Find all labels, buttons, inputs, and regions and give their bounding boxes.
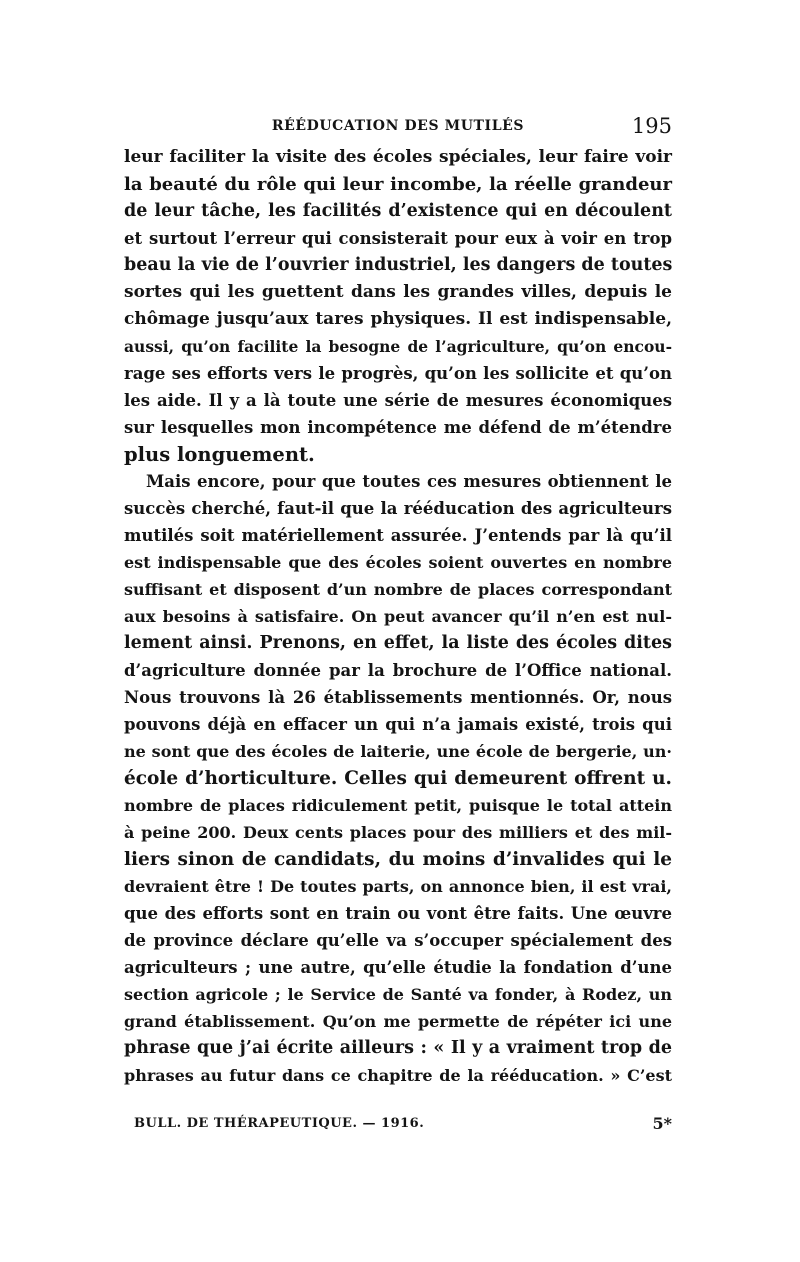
text-line: et surtout l’erreur qui consisterait pour eux à voir en trop [124, 229, 672, 248]
text-line: les aide. Il y a là toute une série de mesures économiques [124, 391, 672, 410]
text-line: devraient être ! De toutes parts, on annonce bien, il est vrai, [124, 877, 672, 896]
page-footer [134, 1114, 672, 1138]
text-line: aussi, qu’on facilite la besogne de l’agriculture, qu’on encou- [124, 337, 672, 356]
text-line: leur faciliter la visite des écoles spéciales, leur faire voir [124, 147, 672, 167]
running-title: RÉÉDUCATION DES MUTILÉS [271, 118, 525, 134]
text-line: pouvons déjà en effacer un qui n’a jamais existé, trois qui [124, 715, 672, 734]
text-line: succès cherché, faut-il que la rééducation des agriculteurs [124, 499, 672, 518]
body-text [124, 144, 672, 1089]
text-line: est indispensable que des écoles soient ouvertes en nombre [124, 553, 672, 572]
text-line: rage ses efforts vers le progrès, qu’on les sollicite et qu’on [124, 364, 672, 383]
text-line: lement ainsi. Prenons, en effet, la liste des écoles dites [124, 633, 672, 653]
text-line: agriculteurs ; une autre, qu’elle étudie la fondation d’une [124, 958, 672, 977]
text-line: mutilés soit matériellement assurée. J’entends par là qu’il [124, 526, 672, 545]
text-line: ne sont que des écoles de laiterie, une école de bergerie, un· [124, 742, 672, 761]
text-line: suffisant et disposent d’un nombre de places correspondant [124, 580, 672, 599]
text-line: phrase que j’ai écrite ailleurs : « Il y a vraiment trop de [124, 1038, 672, 1058]
gathering-mark: 5* [652, 1114, 672, 1133]
text-line: de leur tâche, les facilités d’existence qui en découlent [124, 201, 672, 221]
text-line: école d’horticulture. Celles qui demeurent offrent u. [124, 768, 672, 789]
text-line: aux besoins à satisfaire. On peut avancer qu’il n’en est nul- [124, 607, 672, 626]
text-line: sur lesquelles mon incompétence me défend de m’étendre [124, 418, 672, 437]
text-line: beau la vie de l’ouvrier industriel, les dangers de toutes [124, 255, 673, 275]
text-line: chômage jusqu’aux tares physiques. Il est indispensable, [124, 309, 672, 329]
signature-mark: BULL. DE THÉRAPEUTIQUE. — 1916. [134, 1116, 425, 1131]
text-line: Nous trouvons là 26 établissements mentionnés. Or, nous [124, 688, 672, 707]
running-head [124, 114, 672, 142]
text-line: plus longuement. [124, 443, 315, 466]
text-line: phrases au futur dans ce chapitre de la rééducation. » C’est [124, 1066, 672, 1085]
text-line: d’agriculture donnée par la brochure de l’Office national. [124, 661, 672, 680]
text-line: de province déclare qu’elle va s’occuper spécialement des [124, 931, 672, 950]
text-line: nombre de places ridiculement petit, puisque le total attein [124, 796, 672, 815]
page-number: 195 [631, 114, 672, 138]
text-line: section agricole ; le Service de Santé va fonder, à Rodez, un [124, 985, 672, 1004]
text-line: la beauté du rôle qui leur incombe, la réelle grandeur [124, 174, 672, 195]
text-line: sortes qui les guettent dans les grandes villes, depuis le [124, 282, 672, 302]
text-line: liers sinon de candidats, du moins d’invalides qui le [124, 849, 672, 870]
text-line: à peine 200. Deux cents places pour des milliers et des mil- [124, 823, 672, 842]
text-line: Mais encore, pour que toutes ces mesures obtiennent le [146, 472, 672, 491]
text-line: que des efforts sont en train ou vont être faits. Une œuvre [124, 904, 672, 923]
text-line: grand établissement. Qu’on me permette de répéter ici une [124, 1012, 672, 1031]
